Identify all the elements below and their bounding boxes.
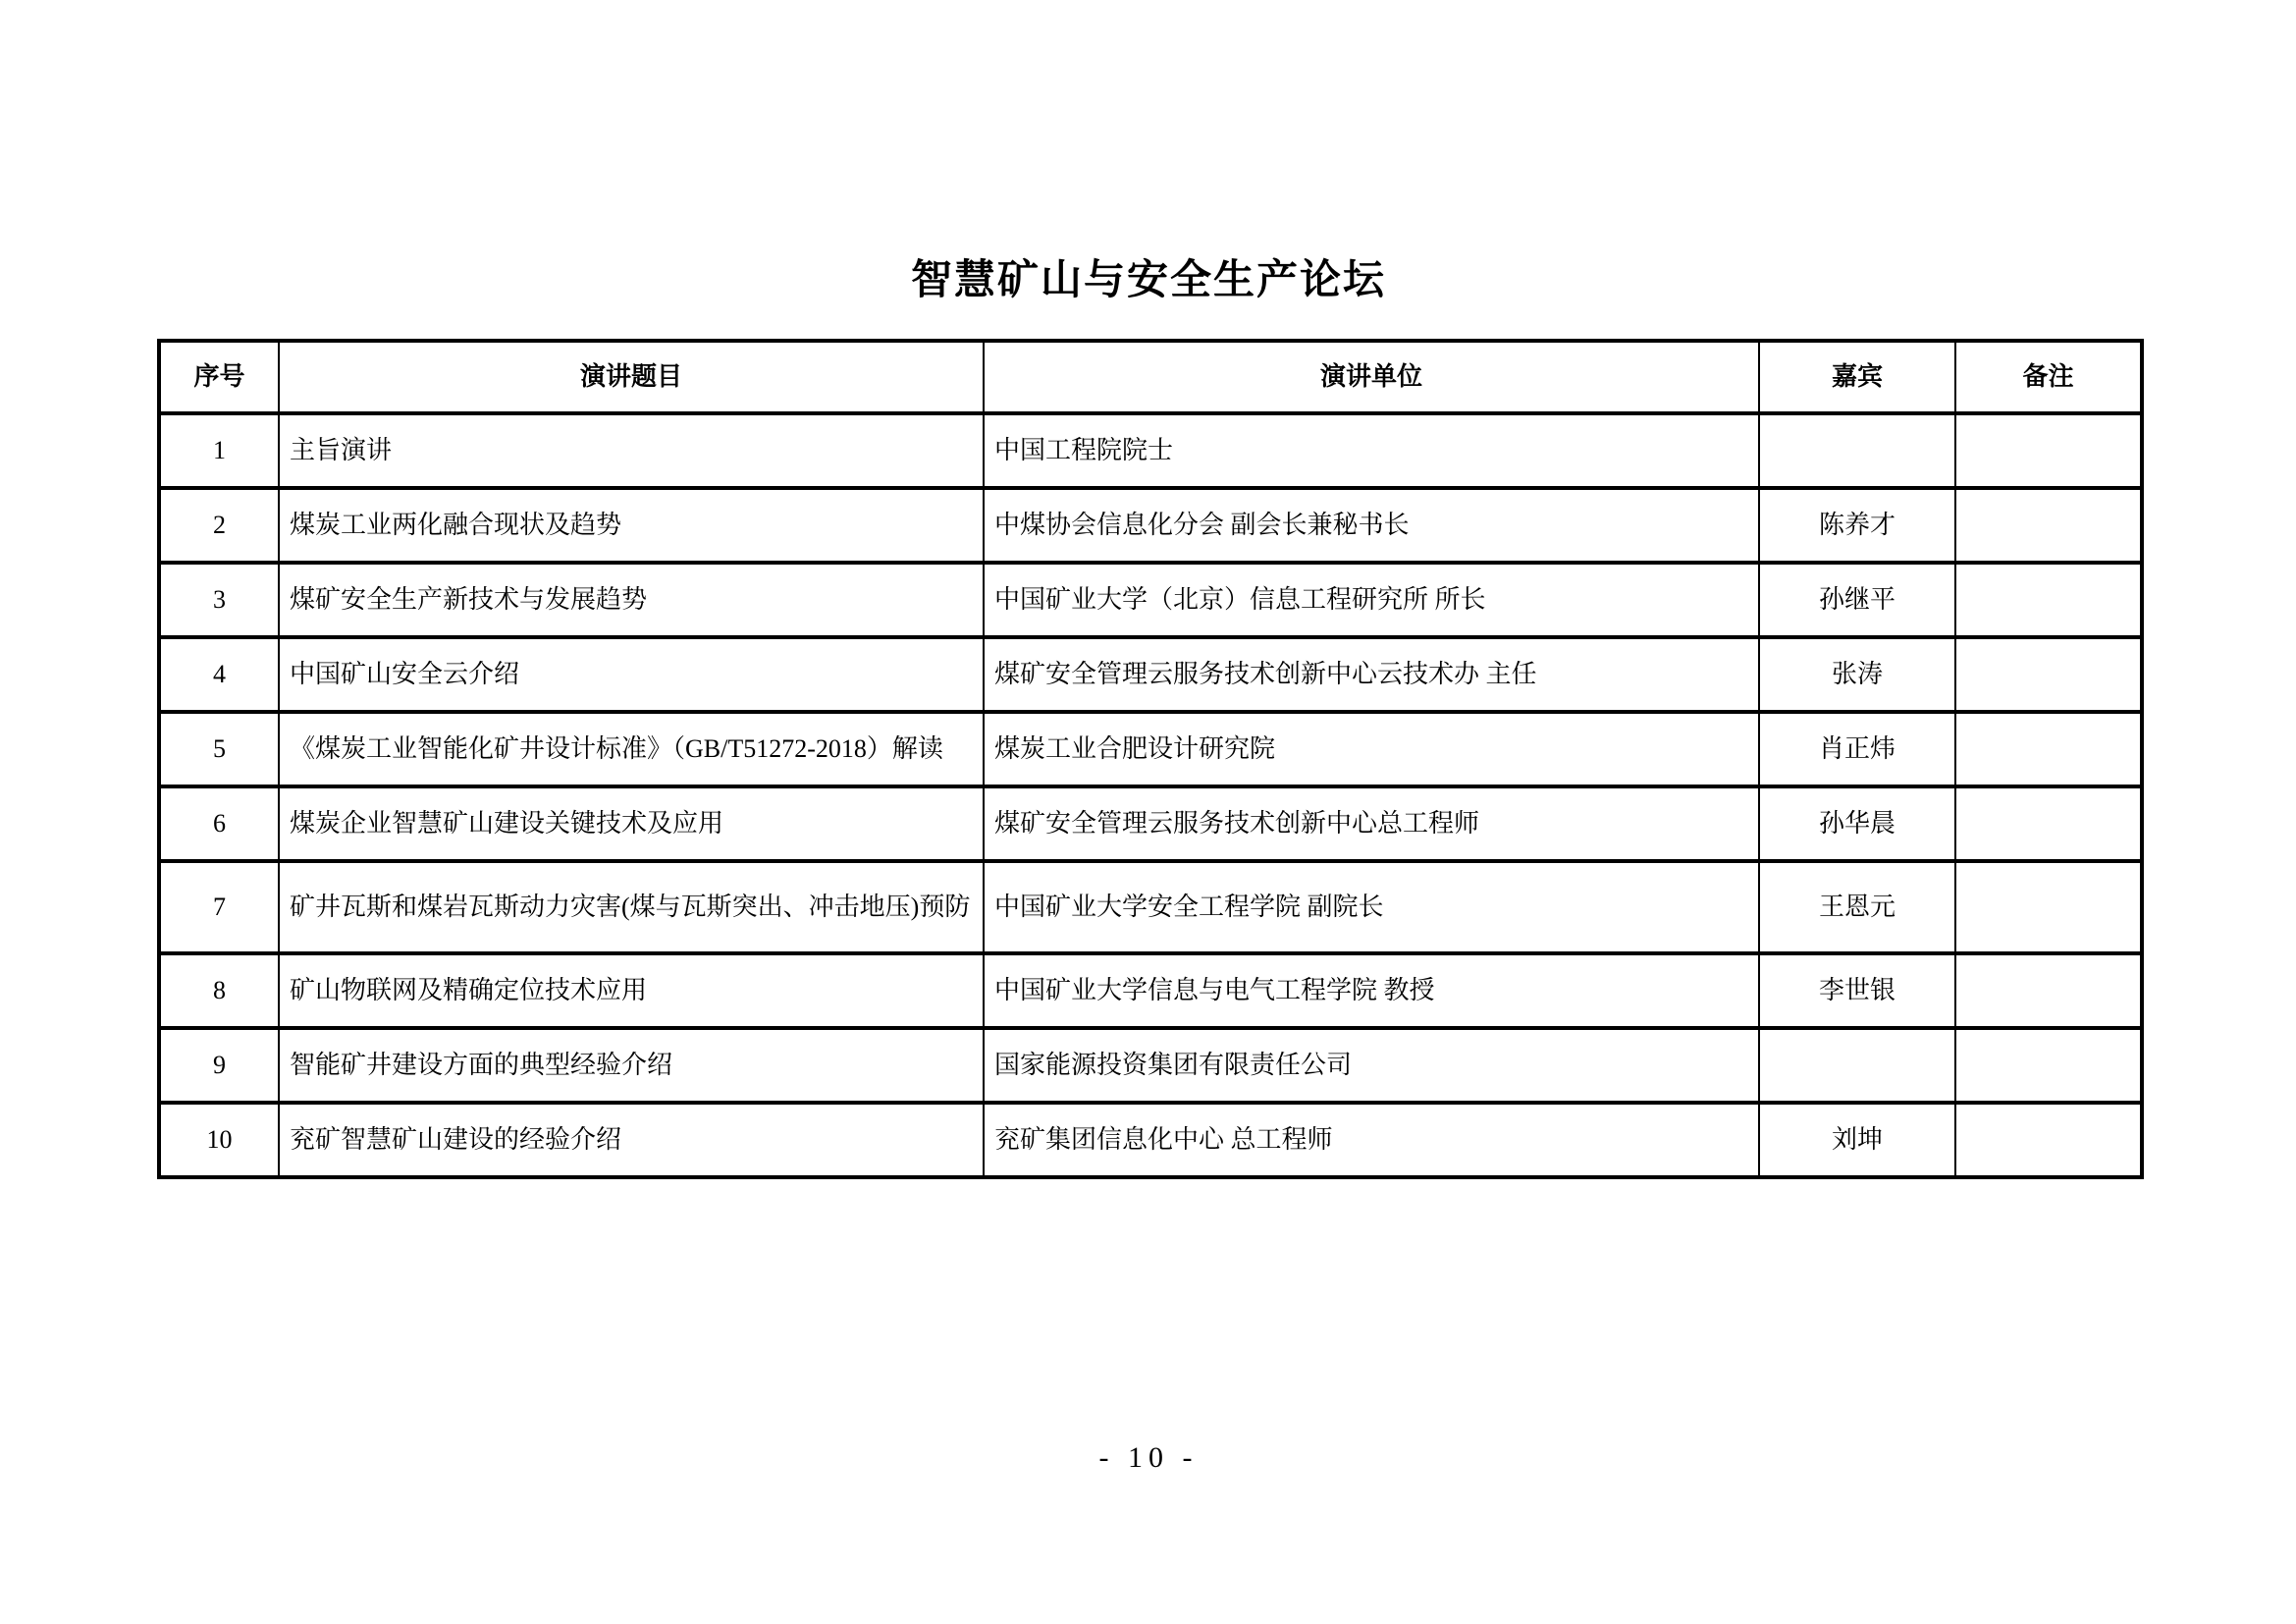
cell-remark bbox=[1955, 1028, 2142, 1103]
cell-speech-topic: 中国矿山安全云介绍 bbox=[279, 637, 984, 712]
cell-speech-topic: 煤矿安全生产新技术与发展趋势 bbox=[279, 563, 984, 637]
header-org: 演讲单位 bbox=[984, 341, 1759, 413]
cell-remark bbox=[1955, 861, 2142, 953]
cell-guest-name bbox=[1759, 1028, 1955, 1103]
cell-guest-name: 张涛 bbox=[1759, 637, 1955, 712]
cell-sequence-number: 3 bbox=[159, 563, 279, 637]
table-header bbox=[159, 341, 2142, 413]
cell-organization: 兖矿集团信息化中心 总工程师 bbox=[984, 1103, 1759, 1177]
cell-sequence-number: 5 bbox=[159, 712, 279, 786]
cell-remark bbox=[1955, 953, 2142, 1028]
cell-guest-name: 刘坤 bbox=[1759, 1103, 1955, 1177]
table-row bbox=[159, 861, 2142, 953]
cell-sequence-number: 8 bbox=[159, 953, 279, 1028]
table-row bbox=[159, 488, 2142, 563]
cell-guest-name: 陈养才 bbox=[1759, 488, 1955, 563]
table-row bbox=[159, 712, 2142, 786]
cell-speech-topic: 智能矿井建设方面的典型经验介绍 bbox=[279, 1028, 984, 1103]
cell-organization: 中国矿业大学安全工程学院 副院长 bbox=[984, 861, 1759, 953]
table-row bbox=[159, 953, 2142, 1028]
cell-remark bbox=[1955, 786, 2142, 861]
cell-guest-name bbox=[1759, 413, 1955, 488]
header-no: 序号 bbox=[159, 341, 279, 413]
cell-guest-name: 肖正炜 bbox=[1759, 712, 1955, 786]
cell-organization: 煤炭工业合肥设计研究院 bbox=[984, 712, 1759, 786]
table-row bbox=[159, 1103, 2142, 1177]
cell-sequence-number: 6 bbox=[159, 786, 279, 861]
page-title: 智慧矿山与安全生产论坛 bbox=[910, 258, 1386, 303]
cell-guest-name: 孙华晨 bbox=[1759, 786, 1955, 861]
table-header-row bbox=[159, 341, 2142, 413]
table-row bbox=[159, 1028, 2142, 1103]
cell-guest-name: 王恩元 bbox=[1759, 861, 1955, 953]
page-number: - 10 - bbox=[1098, 1441, 1199, 1474]
cell-guest-name: 孙继平 bbox=[1759, 563, 1955, 637]
cell-sequence-number: 10 bbox=[159, 1103, 279, 1177]
cell-speech-topic: 煤炭企业智慧矿山建设关键技术及应用 bbox=[279, 786, 984, 861]
cell-organization: 中国矿业大学（北京）信息工程研究所 所长 bbox=[984, 563, 1759, 637]
header-guest: 嘉宾 bbox=[1759, 341, 1955, 413]
cell-speech-topic: 矿山物联网及精确定位技术应用 bbox=[279, 953, 984, 1028]
header-topic: 演讲题目 bbox=[279, 341, 984, 413]
table-row bbox=[159, 563, 2142, 637]
header-note: 备注 bbox=[1955, 341, 2142, 413]
cell-sequence-number: 9 bbox=[159, 1028, 279, 1103]
cell-sequence-number: 4 bbox=[159, 637, 279, 712]
table-row bbox=[159, 786, 2142, 861]
cell-remark bbox=[1955, 637, 2142, 712]
cell-remark bbox=[1955, 1103, 2142, 1177]
cell-remark bbox=[1955, 413, 2142, 488]
forum-agenda-table bbox=[157, 339, 2144, 1179]
cell-sequence-number: 7 bbox=[159, 861, 279, 953]
cell-guest-name: 李世银 bbox=[1759, 953, 1955, 1028]
cell-organization: 中国矿业大学信息与电气工程学院 教授 bbox=[984, 953, 1759, 1028]
cell-speech-topic: 兖矿智慧矿山建设的经验介绍 bbox=[279, 1103, 984, 1177]
cell-speech-topic: 《煤炭工业智能化矿井设计标准》（GB/T51272-2018）解读 bbox=[279, 712, 984, 786]
table-row bbox=[159, 637, 2142, 712]
cell-remark bbox=[1955, 563, 2142, 637]
forum-table-body bbox=[159, 413, 2142, 1177]
cell-remark bbox=[1955, 712, 2142, 786]
cell-organization: 中国工程院院士 bbox=[984, 413, 1759, 488]
cell-speech-topic: 矿井瓦斯和煤岩瓦斯动力灾害(煤与瓦斯突出、冲击地压)预防 bbox=[279, 861, 984, 953]
cell-organization: 煤矿安全管理云服务技术创新中心总工程师 bbox=[984, 786, 1759, 861]
cell-remark bbox=[1955, 488, 2142, 563]
table-row bbox=[159, 413, 2142, 488]
cell-organization: 国家能源投资集团有限责任公司 bbox=[984, 1028, 1759, 1103]
cell-sequence-number: 2 bbox=[159, 488, 279, 563]
cell-sequence-number: 1 bbox=[159, 413, 279, 488]
cell-speech-topic: 煤炭工业两化融合现状及趋势 bbox=[279, 488, 984, 563]
cell-speech-topic: 主旨演讲 bbox=[279, 413, 984, 488]
cell-organization: 煤矿安全管理云服务技术创新中心云技术办 主任 bbox=[984, 637, 1759, 712]
cell-organization: 中煤协会信息化分会 副会长兼秘书长 bbox=[984, 488, 1759, 563]
